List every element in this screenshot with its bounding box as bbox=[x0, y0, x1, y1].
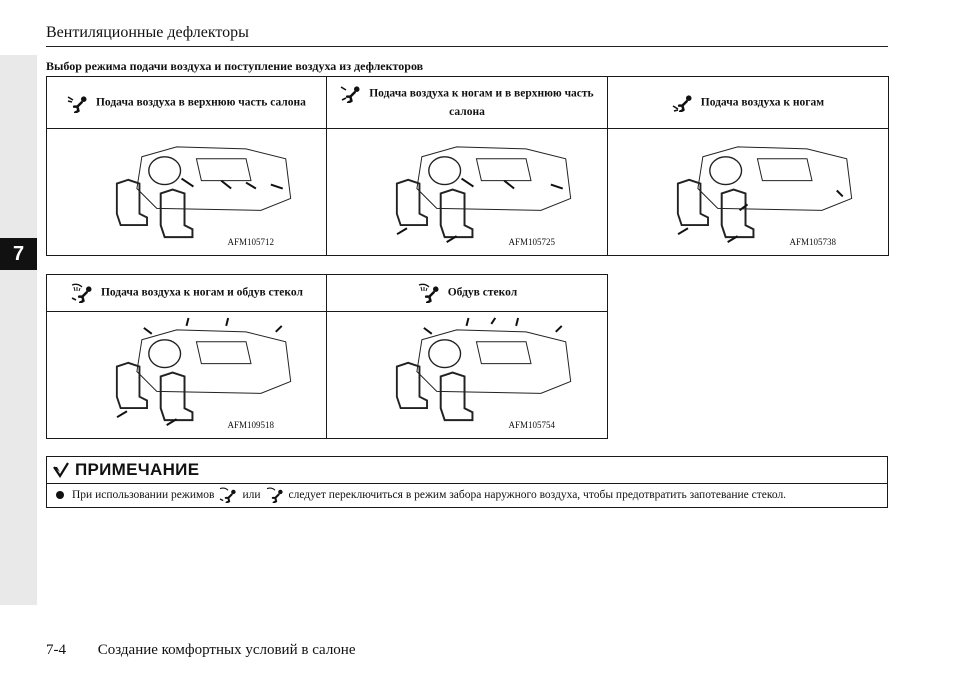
note-title: ПРИМЕЧАНИЕ bbox=[75, 460, 200, 479]
figure-code-face: AFM105712 bbox=[227, 237, 274, 247]
diagram-cell-foot-defrost bbox=[47, 312, 327, 439]
mode-label-face: Подача воздуха в верхнюю часть салона bbox=[95, 96, 306, 109]
diagram-cell-face bbox=[47, 129, 327, 256]
cabin-diagram-defrost bbox=[327, 312, 607, 438]
figure-code-foot: AFM105738 bbox=[789, 237, 836, 247]
mode-label-defrost: Обдув стекол bbox=[447, 286, 518, 299]
figure-code-defrost: AFM105754 bbox=[508, 420, 555, 430]
mode-label-foot-defrost: Подача воздуха к ногам и обдув стекол bbox=[100, 286, 303, 299]
mode-label-foot: Подача воздуха к ногам bbox=[700, 96, 825, 109]
foot-vent-icon bbox=[672, 93, 694, 113]
foot-defrost-vent-icon bbox=[217, 487, 239, 503]
diagram-cell-defrost bbox=[327, 312, 608, 439]
defrost-vent-icon bbox=[264, 487, 286, 503]
chapter-number: 7 bbox=[12, 242, 25, 265]
check-note-icon bbox=[53, 462, 69, 478]
mode-header-bilevel bbox=[327, 77, 608, 129]
note-box bbox=[46, 456, 888, 508]
note-header bbox=[47, 457, 887, 484]
modes-table-top bbox=[46, 76, 889, 256]
diagram-cell-bilevel bbox=[327, 129, 608, 256]
defrost-vent-icon bbox=[417, 283, 441, 303]
foot-defrost-vent-icon bbox=[70, 283, 94, 303]
note-text-or: или bbox=[242, 489, 261, 501]
cabin-diagram-foot-defrost bbox=[47, 312, 326, 438]
note-text-part1: При использовании режимов bbox=[72, 489, 215, 501]
side-strip bbox=[0, 55, 37, 605]
mode-label-bilevel: Подача воздуха к ногам и в верхнюю часть салона bbox=[369, 87, 594, 118]
page-number: 7-4 bbox=[46, 642, 66, 658]
footer-chapter-title: Создание комфортных условий в салоне bbox=[97, 642, 356, 658]
cabin-diagram-bilevel bbox=[327, 129, 607, 255]
diagram-cell-foot bbox=[608, 129, 889, 256]
bullet-icon bbox=[56, 491, 64, 499]
face-vent-icon bbox=[67, 93, 89, 113]
modes-table-bottom bbox=[46, 274, 608, 439]
mode-header-foot-defrost bbox=[47, 275, 327, 312]
page-footer bbox=[46, 642, 356, 659]
mode-header-foot bbox=[608, 77, 889, 129]
running-head: Вентиляционные дефлекторы bbox=[46, 24, 249, 41]
note-text-part2: следует переключиться в режим забора наружного воздуха, чтобы предотвратить запотевание стекол. bbox=[288, 489, 787, 501]
figure-code-foot-defrost: AFM109518 bbox=[227, 420, 274, 430]
cabin-diagram-foot bbox=[608, 129, 888, 255]
mode-header-face bbox=[47, 77, 327, 129]
chapter-tab bbox=[0, 238, 37, 270]
bilevel-vent-icon bbox=[340, 84, 362, 104]
cabin-diagram-face bbox=[47, 129, 326, 255]
header-rule bbox=[46, 46, 888, 47]
figure-code-bilevel: AFM105725 bbox=[508, 237, 555, 247]
section-title: Выбор режима подачи воздуха и поступление воздуха из дефлекторов bbox=[46, 59, 424, 73]
note-body bbox=[47, 484, 887, 506]
mode-header-defrost bbox=[327, 275, 608, 312]
